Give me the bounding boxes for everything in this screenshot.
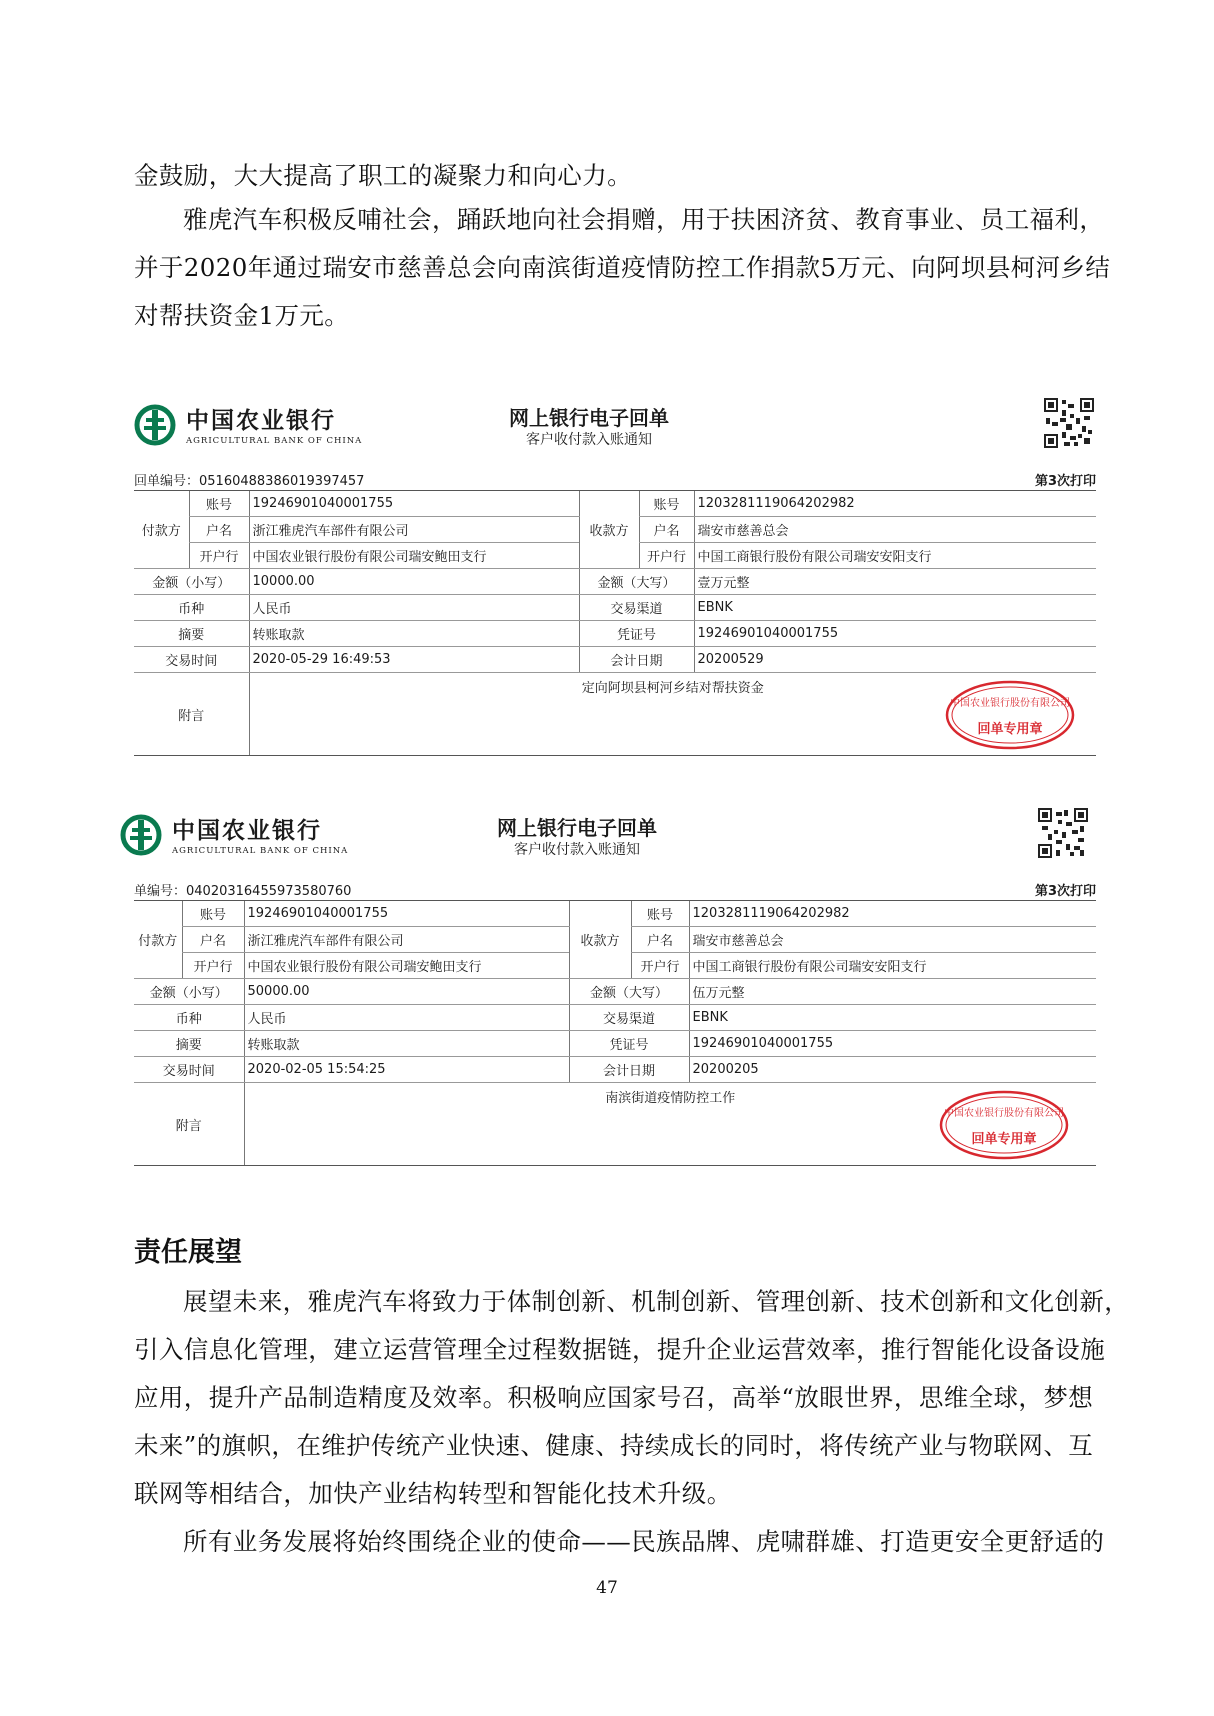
voucher: 19246901040001755 — [694, 621, 1096, 647]
amount-small-label: 金额（小写） — [134, 569, 249, 595]
acct-date: 20200205 — [689, 1057, 1096, 1083]
abc-bank-logo-icon — [120, 814, 162, 856]
section-heading: 责任展望 — [134, 1237, 242, 1268]
seal-top-text: 中国农业银行股份有限公司 — [950, 698, 1070, 709]
receipt-title: 网上银行电子回单 — [509, 406, 669, 430]
seal-top-text: 中国农业银行股份有限公司 — [944, 1108, 1064, 1119]
channel: EBNK — [694, 595, 1096, 621]
summary-label: 摘要 — [134, 1031, 244, 1057]
note-area — [250, 673, 1097, 755]
currency-label: 币种 — [134, 1005, 244, 1031]
table-row — [134, 491, 1096, 517]
bank-name-cn: 中国农业银行 — [172, 817, 322, 844]
payee-name: 瑞安市慈善总会 — [689, 927, 1096, 953]
time-label: 交易时间 — [134, 647, 249, 673]
payer-bank-label: 开户行 — [189, 543, 249, 569]
channel-label: 交易渠道 — [569, 1005, 689, 1031]
receipt-header — [134, 808, 1096, 878]
currency: 人民币 — [249, 595, 579, 621]
transaction-time: 2020-02-05 15:54:25 — [244, 1057, 569, 1083]
table-row — [134, 901, 1096, 927]
payer-account: 19246901040001755 — [244, 901, 569, 927]
note-label: 附言 — [134, 673, 249, 756]
payee-name-label: 户名 — [639, 517, 694, 543]
currency: 人民币 — [244, 1005, 569, 1031]
amount-big-label: 金额（大写） — [569, 979, 689, 1005]
payer-account-label: 账号 — [182, 901, 244, 927]
paragraph-mission — [134, 1518, 1105, 1566]
summary-label: 摘要 — [134, 621, 249, 647]
table-row — [134, 1057, 1096, 1083]
payee-group-label: 收款方 — [579, 491, 639, 569]
payee-name: 瑞安市慈善总会 — [694, 517, 1096, 543]
print-count: 第3次打印 — [1034, 474, 1096, 489]
payee-name-label: 户名 — [631, 927, 689, 953]
amount-small: 10000.00 — [249, 569, 579, 595]
table-row — [134, 673, 1096, 756]
payee-bank-label: 开户行 — [631, 953, 689, 979]
text-line: 应用，提升产品制造精度及效率。积极响应国家号召，高举“放眼世界，思维全球，梦想 — [134, 1383, 1094, 1412]
time-label: 交易时间 — [134, 1057, 244, 1083]
table-row — [134, 647, 1096, 673]
payer-account-label: 账号 — [189, 491, 249, 517]
payer-group-label: 付款方 — [134, 491, 189, 569]
text-line: 引入信息化管理，建立运营管理全过程数据链，提升企业运营效率，推行智能化设备设施 — [134, 1335, 1106, 1364]
payee-account: 1203281119064202982 — [689, 901, 1096, 927]
acct-date-label: 会计日期 — [579, 647, 694, 673]
amount-small: 50000.00 — [244, 979, 569, 1005]
receipt-meta — [134, 468, 1096, 491]
payee-bank: 中国工商银行股份有限公司瑞安安阳支行 — [689, 953, 1096, 979]
note-area — [245, 1083, 1097, 1165]
payee-account-label: 账号 — [631, 901, 689, 927]
payee-account-label: 账号 — [639, 491, 694, 517]
voucher-label: 凭证号 — [579, 621, 694, 647]
paragraph-intro — [134, 152, 1100, 200]
table-row — [134, 569, 1096, 595]
receipt-title: 网上银行电子回单 — [497, 816, 657, 840]
text-line: 金鼓励，大大提高了职工的凝聚力和向心力。 — [134, 161, 632, 190]
payer-name: 浙江雅虎汽车部件有限公司 — [244, 927, 569, 953]
text-line: 未来”的旗帜，在维护传统产业快速、健康、持续成长的同时，将传统产业与物联网、互 — [134, 1431, 1094, 1460]
acct-date-label: 会计日期 — [569, 1057, 689, 1083]
payee-account: 1203281119064202982 — [694, 491, 1096, 517]
payer-bank: 中国农业银行股份有限公司瑞安鲍田支行 — [249, 543, 579, 569]
text-line: 展望未来，雅虎汽车将致力于体制创新、机制创新、管理创新、技术创新和文化创新， — [183, 1287, 1130, 1316]
bank-receipt-2 — [134, 808, 1096, 1166]
currency-label: 币种 — [134, 595, 249, 621]
receipt-table — [134, 901, 1096, 1166]
acct-date: 20200529 — [694, 647, 1096, 673]
summary: 转账取款 — [249, 621, 579, 647]
transaction-time: 2020-05-29 16:49:53 — [249, 647, 579, 673]
payer-bank-label: 开户行 — [182, 953, 244, 979]
payer-account: 19246901040001755 — [249, 491, 579, 517]
payee-group-label: 收款方 — [569, 901, 631, 979]
receipt-table — [134, 491, 1096, 756]
text-line: 对帮扶资金1万元。 — [134, 301, 350, 330]
note-text: 定向阿坝县柯河乡结对帮扶资金 — [581, 681, 764, 696]
note-text: 南滨街道疫情防控工作 — [605, 1091, 736, 1106]
bank-seal-icon — [944, 679, 1076, 751]
payer-bank: 中国农业银行股份有限公司瑞安鲍田支行 — [244, 953, 569, 979]
seal-bottom-text: 回单专用章 — [971, 1132, 1037, 1147]
abc-bank-logo-icon — [134, 404, 176, 446]
payer-name-label: 户名 — [182, 927, 244, 953]
table-row — [134, 1005, 1096, 1031]
voucher: 19246901040001755 — [689, 1031, 1096, 1057]
receipt-subtitle: 客户收付款入账通知 — [514, 842, 640, 858]
page-number: 47 — [596, 1578, 618, 1598]
paragraph-donation — [134, 196, 1111, 340]
channel-label: 交易渠道 — [579, 595, 694, 621]
text-line: 联网等相结合，加快产业结构转型和智能化技术升级。 — [134, 1479, 732, 1508]
table-row — [134, 979, 1096, 1005]
table-row — [134, 1031, 1096, 1057]
table-row — [134, 1083, 1096, 1166]
qr-code-icon — [1038, 808, 1088, 858]
text-line: 并于2020年通过瑞安市慈善总会向南滨街道疫情防控工作捐款5万元、向阿坝县柯河乡结 — [134, 253, 1111, 282]
table-row — [134, 595, 1096, 621]
amount-small-label: 金额（小写） — [134, 979, 244, 1005]
voucher-label: 凭证号 — [569, 1031, 689, 1057]
receipt-number: 回单编号：05160488386019397457 — [134, 474, 365, 489]
seal-bottom-text: 回单专用章 — [977, 722, 1043, 737]
bank-name-cn: 中国农业银行 — [186, 407, 336, 434]
bank-seal-icon — [938, 1089, 1070, 1161]
receipt-meta — [134, 878, 1096, 901]
receipt-subtitle: 客户收付款入账通知 — [526, 432, 652, 448]
amount-big: 壹万元整 — [694, 569, 1096, 595]
amount-big: 伍万元整 — [689, 979, 1096, 1005]
bank-name-en: AGRICULTURAL BANK OF CHINA — [172, 846, 349, 856]
payee-bank: 中国工商银行股份有限公司瑞安安阳支行 — [694, 543, 1096, 569]
payer-name-label: 户名 — [189, 517, 249, 543]
receipt-number: 单编号：04020316455973580760 — [134, 884, 352, 899]
table-row — [134, 621, 1096, 647]
receipt-header — [134, 398, 1096, 468]
paragraph-outlook — [134, 1278, 1130, 1518]
note-label: 附言 — [134, 1083, 244, 1166]
channel: EBNK — [689, 1005, 1096, 1031]
amount-big-label: 金额（大写） — [579, 569, 694, 595]
print-count: 第3次打印 — [1034, 884, 1096, 899]
payee-bank-label: 开户行 — [639, 543, 694, 569]
qr-code-icon — [1044, 398, 1094, 448]
bank-name-en: AGRICULTURAL BANK OF CHINA — [186, 436, 363, 446]
bank-receipt-1 — [134, 398, 1096, 756]
summary: 转账取款 — [244, 1031, 569, 1057]
payer-group-label: 付款方 — [134, 901, 182, 979]
text-line: 所有业务发展将始终围绕企业的使命——民族品牌、虎啸群雄、打造更安全更舒适的 — [183, 1527, 1105, 1556]
text-line: 雅虎汽车积极反哺社会，踊跃地向社会捐赠，用于扶困济贫、教育事业、员工福利， — [183, 205, 1105, 234]
payer-name: 浙江雅虎汽车部件有限公司 — [249, 517, 579, 543]
